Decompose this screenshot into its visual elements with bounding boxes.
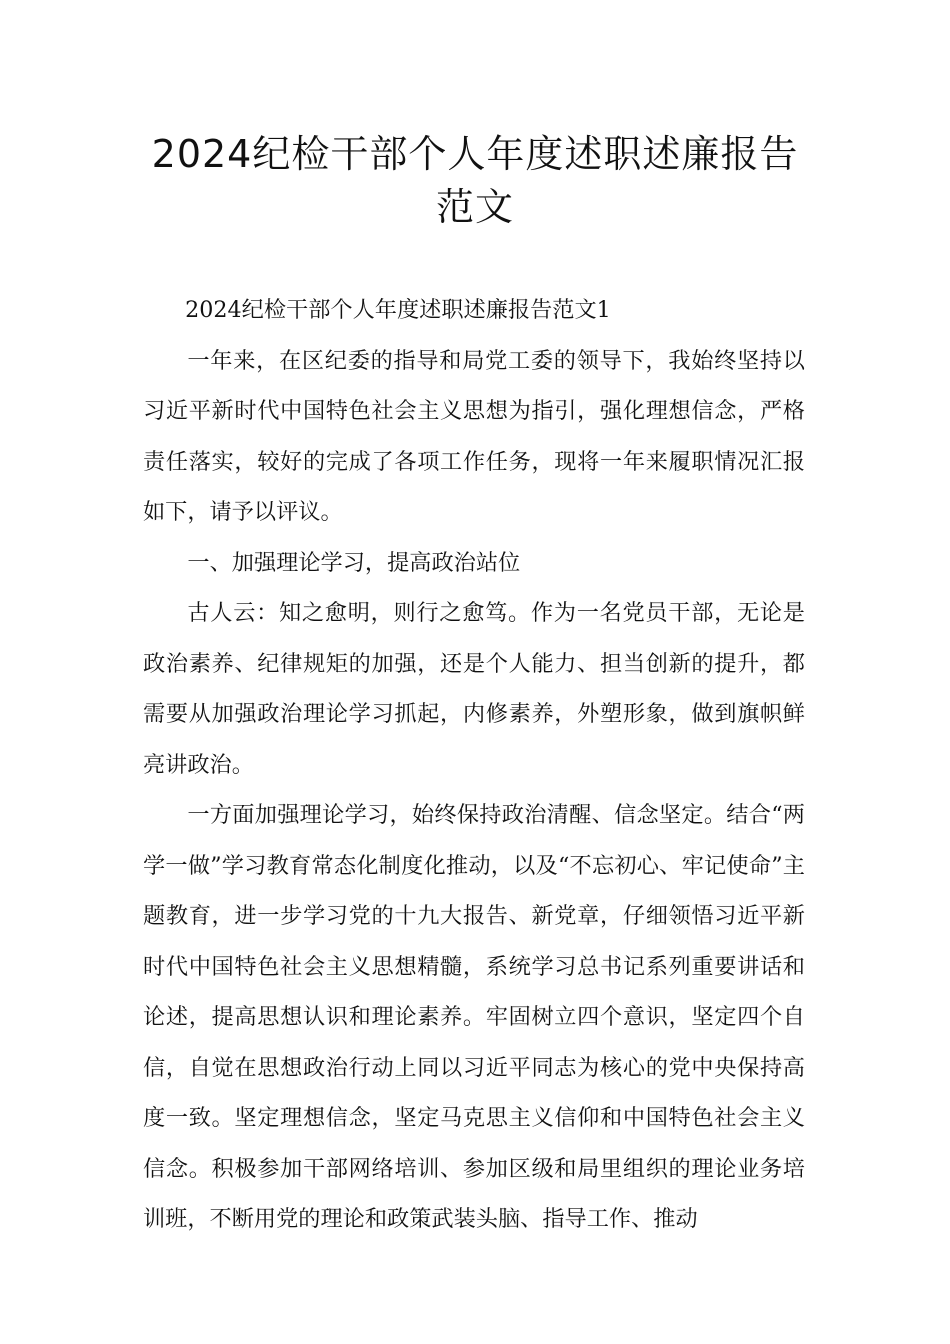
body-paragraph: 古人云：知之愈明，则行之愈笃。作为一名党员干部，无论是政治素养、纪律规矩的加强，还是个人能力、担当创新的提升，都需要从加强政治理论学习抓起，内修素养，外塑形象，做到旗帜鲜亮讲政治。 — [143, 600, 805, 778]
document-body — [143, 285, 805, 1245]
body-paragraph: 一方面加强理论学习，始终保持政治清醒、信念坚定。结合“两学一做”学习教育常态化制度化推动，以及“不忘初心、牢记使命”主题教育，进一步学习党的十九大报告、新党章，仔细领悟习近平新时代中国特色社会主义思想精髓，系统学习总书记系列重要讲话和论述，提高思想认识和理论素养。牢固树立四个意识，坚定四个自信，自觉在思想政治行动上同以习近平同志为核心的党中央保持高度一致。坚定理想信念，坚定马克思主义信仰和中国特色社会主义信念。积极参加干部网络培训、参加区级和局里组织的理论业务培训班，不断用党的理论和政策武装头脑、指导工作、推动 — [143, 802, 805, 1232]
document-title: 2024纪检干部个人年度述职述廉报告范文 — [151, 132, 799, 229]
report-subtitle: 2024纪检干部个人年度述职述廉报告范文1 — [185, 297, 611, 323]
intro-paragraph: 一年来，在区纪委的指导和局党工委的领导下，我始终坚持以习近平新时代中国特色社会主义思想为指引，强化理想信念，严格责任落实，较好的完成了各项工作任务，现将一年来履职情况汇报如下，请予以评议。 — [143, 347, 805, 525]
section-heading-1: 一、加强理论学习，提高政治站位 — [187, 549, 521, 576]
